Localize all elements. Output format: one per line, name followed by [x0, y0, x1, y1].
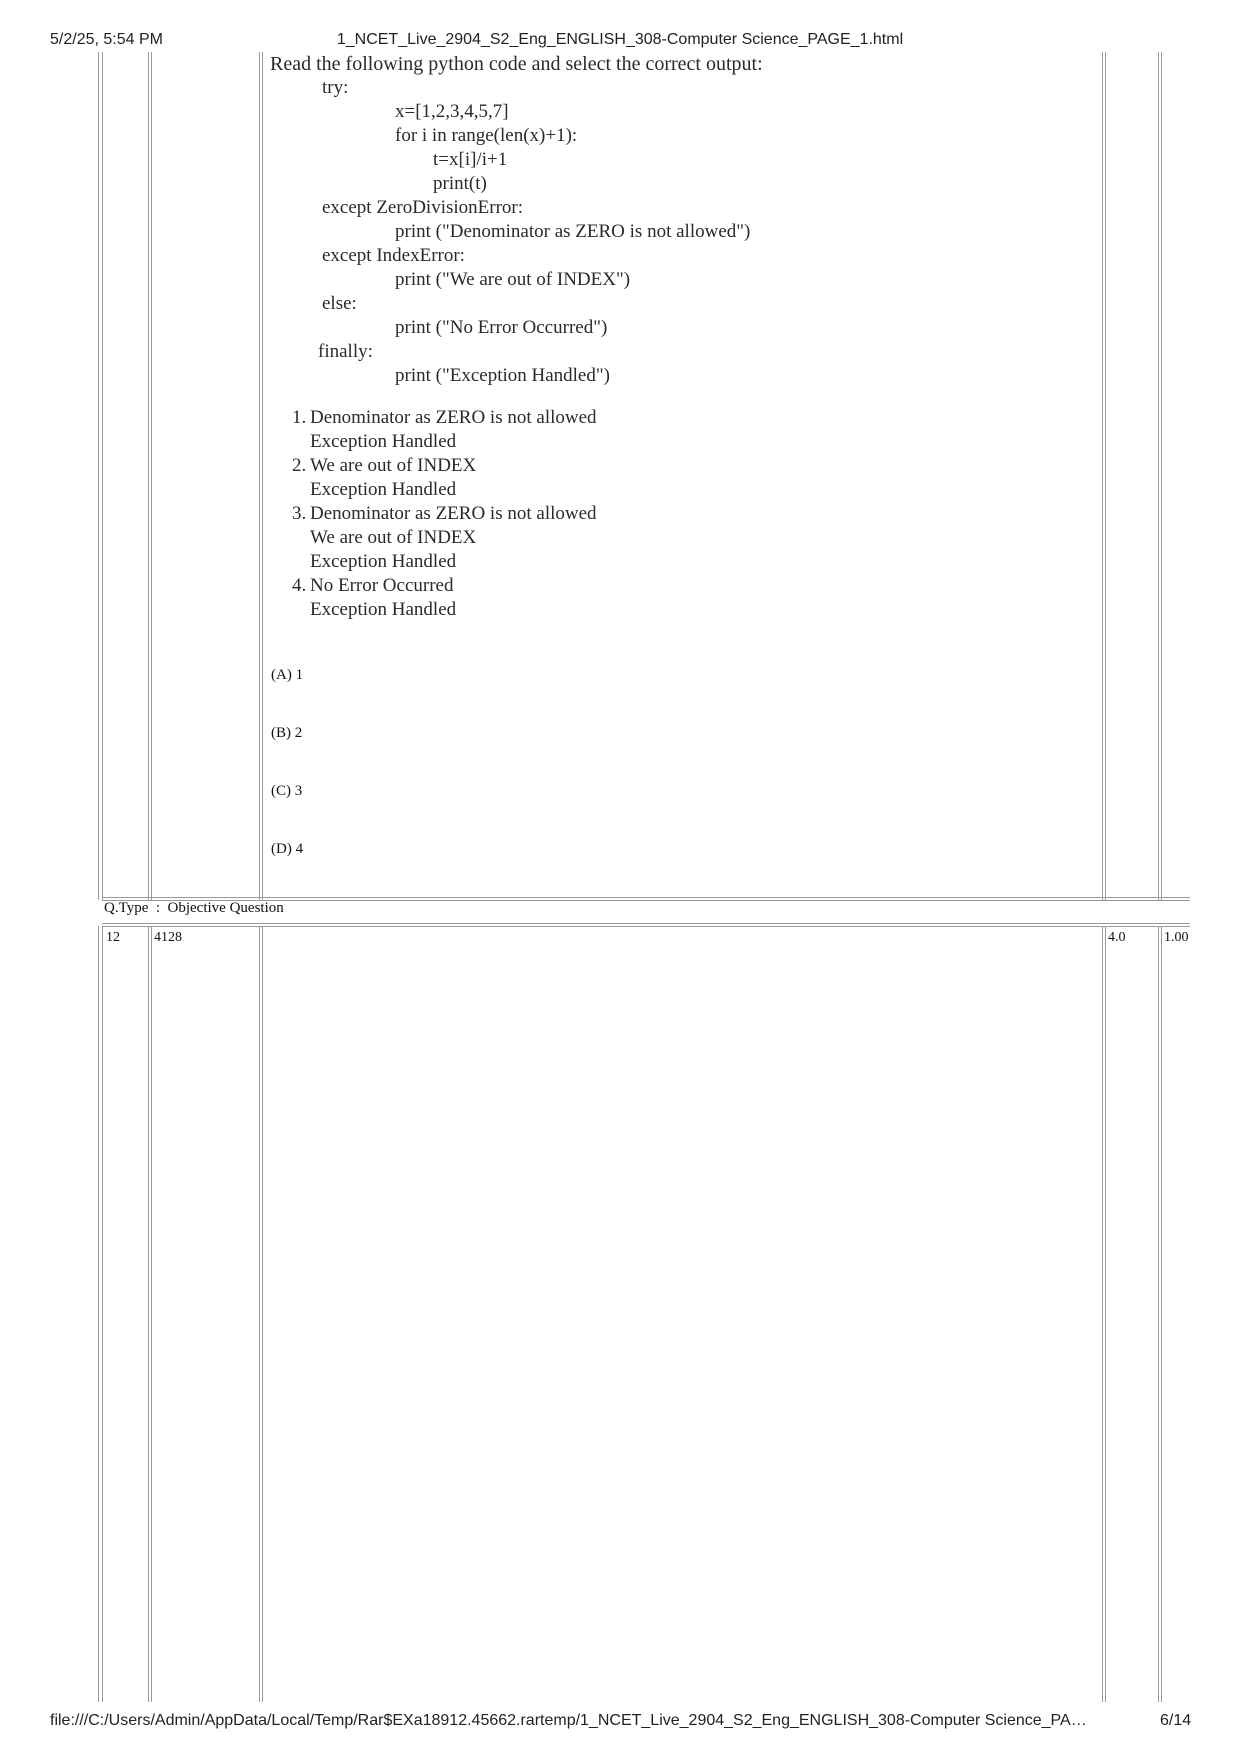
- choice-number: 2.: [292, 455, 307, 476]
- question-intro: Read the following python code and select the correct output:: [270, 53, 763, 75]
- negative-marks: 1.00: [1164, 930, 1189, 945]
- print-page-number: 6/14: [1160, 1712, 1192, 1729]
- question-serial-number: 12: [106, 930, 120, 945]
- choice-number: 1.: [292, 407, 307, 428]
- code-line: try:: [322, 77, 349, 98]
- code-line: else:: [322, 293, 357, 314]
- choice-line: We are out of INDEX: [310, 527, 477, 548]
- code-line: print ("We are out of INDEX"): [395, 269, 631, 290]
- list-item: [270, 574, 830, 622]
- question-marks: 4.0: [1108, 930, 1126, 945]
- option-b: (B) 2: [271, 725, 303, 741]
- choice-line: Exception Handled: [310, 599, 457, 620]
- list-item: [270, 454, 830, 502]
- code-block: [270, 76, 830, 388]
- print-page-title: 1_NCET_Live_2904_S2_Eng_ENGLISH_308-Computer Science_PAGE_1.html: [336, 31, 904, 48]
- option-d: (D) 4: [271, 841, 304, 857]
- choice-number: 4.: [292, 575, 307, 596]
- choice-line: Denominator as ZERO is not allowed: [310, 407, 597, 428]
- code-line: except ZeroDivisionError:: [322, 197, 524, 218]
- question-body: [270, 52, 830, 622]
- list-item: [270, 502, 830, 574]
- print-file-url: file:///C:/Users/Admin/AppData/Local/Temp/Rar$EXa18912.45662.rartemp/1_NCET_Live_2904_S2_Eng_ENGLISH_308-Computer Science_PA…: [50, 1712, 1087, 1729]
- choice-line: Exception Handled: [310, 479, 457, 500]
- code-line: print ("Exception Handled"): [395, 365, 610, 386]
- choice-line: Exception Handled: [310, 551, 457, 572]
- choice-line: No Error Occurred: [310, 575, 454, 596]
- option-c: (C) 3: [271, 783, 303, 799]
- choice-number: 3.: [292, 503, 307, 524]
- code-line: print ("No Error Occurred"): [395, 317, 608, 338]
- code-line: x=[1,2,3,4,5,7]: [395, 101, 509, 122]
- code-line: for i in range(len(x)+1):: [395, 125, 578, 146]
- code-line: except IndexError:: [322, 245, 465, 266]
- answer-choices-list: [270, 406, 830, 622]
- question-type-label: Q.Type : Objective Question: [104, 900, 284, 916]
- choice-line: Exception Handled: [310, 431, 457, 452]
- code-line: finally:: [318, 341, 373, 362]
- choice-line: Denominator as ZERO is not allowed: [310, 503, 597, 524]
- code-line: t=x[i]/i+1: [433, 149, 508, 170]
- code-line: print(t): [433, 173, 487, 194]
- code-line: print ("Denominator as ZERO is not allowed"): [395, 221, 751, 242]
- option-a: (A) 1: [271, 667, 304, 683]
- list-item: [270, 406, 830, 454]
- print-datetime: 5/2/25, 5:54 PM: [50, 31, 163, 48]
- choice-line: We are out of INDEX: [310, 455, 477, 476]
- question-id: 4128: [154, 930, 182, 945]
